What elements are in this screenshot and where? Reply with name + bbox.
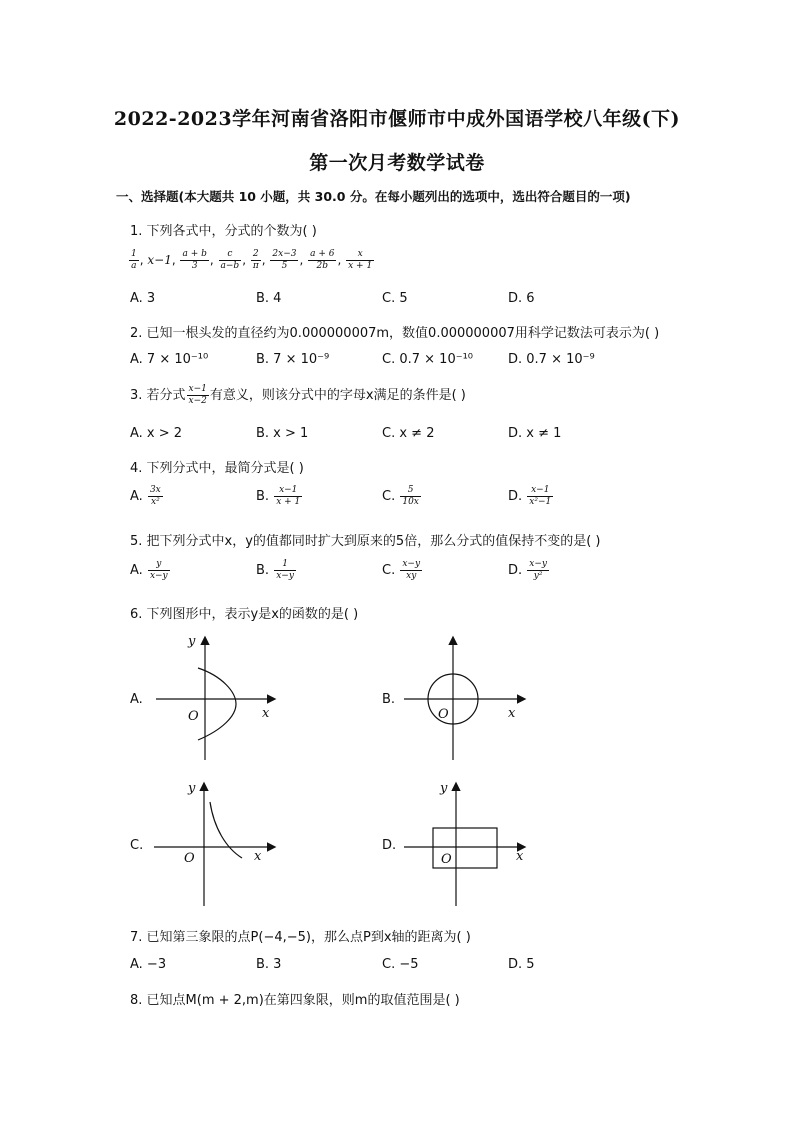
q1-option-b[interactable]: B. 4 — [256, 291, 282, 306]
q5-option-a[interactable]: A. $\frac{y}{x-y}$ — [130, 559, 168, 581]
q2-option-b[interactable]: B. 7 × 10⁻⁹ — [256, 352, 330, 367]
x-label: x — [516, 849, 524, 864]
q5-option-c[interactable]: C. $\frac{x-y}{xy}$ — [382, 559, 421, 581]
q1-option-d[interactable]: D. 6 — [508, 291, 535, 306]
section-heading: 一、选择题(本大题共 10 小题，共 30.0 分。在每小题列出的选项中，选出符合题目的一项) — [116, 189, 631, 204]
q8-stem: 8. 已知点M(m + 2,m)在第四象限，则m的取值范围是( ) — [130, 993, 460, 1008]
x-label: x — [508, 706, 516, 721]
q2-stem: 2. 已知一根头发的直径约为0.000000007m，数值0.000000007用科学记数法可表示为( ) — [130, 326, 660, 341]
title-line-1: 2022-2023学年河南省洛阳市偃师市中成外国语学校八年级(下) — [113, 108, 681, 130]
origin-label: O — [188, 709, 199, 724]
q6-option-d[interactable]: D. — [382, 838, 397, 853]
x-label: x — [254, 849, 262, 864]
q2-option-c[interactable]: C. 0.7 × 10⁻¹⁰ — [382, 352, 473, 367]
y-label: y — [188, 634, 196, 649]
q7-stem: 7. 已知第三象限的点P(−4,−5)，那么点P到x轴的距离为( ) — [130, 930, 471, 945]
q5-option-b[interactable]: B. $\frac{1}{x-y}$ — [256, 559, 294, 581]
q6-graph-a — [150, 632, 280, 762]
q1-expr-6: $\frac{2x-3}{5}$ — [272, 249, 297, 271]
q1-expressions: $\frac{1}{a}$ , x−1, $\frac{a + b}{3}$ , $\frac{c}{a-b}$ , $\frac{2}{\pi}$ , $\frac{2x-3}{5}$ , $\frac{a + 6}{2b}$ , $\frac{x}{x + 1}$ — [131, 249, 373, 271]
q4-stem: 4. 下列分式中，最简分式是( ) — [130, 461, 304, 476]
q4-option-c[interactable]: C. $\frac{5}{10x}$ — [382, 485, 419, 507]
q6-graph-c — [150, 778, 280, 908]
q7-option-b[interactable]: B. 3 — [256, 957, 282, 972]
q6-option-b[interactable]: B. — [382, 692, 396, 707]
hyperbola-branch — [210, 802, 242, 858]
title-line-2: 第一次月考数学试卷 — [309, 152, 485, 174]
origin-label: O — [184, 851, 195, 866]
q1-expr-8: $\frac{x}{x + 1}$ — [348, 249, 373, 271]
q5-option-d[interactable]: D. $\frac{x-y}{\text{y²}}$ — [508, 559, 547, 581]
q1-option-c[interactable]: C. 5 — [382, 291, 408, 306]
q4-option-d[interactable]: D. $\frac{x-1}{\text{x²−1}}$ — [508, 485, 552, 507]
x-label: x — [262, 706, 270, 721]
q1-expr-2: x−1 — [147, 253, 172, 267]
origin-label: O — [441, 852, 452, 867]
origin-label: O — [438, 707, 449, 722]
q1-expr-4: $\frac{c}{a-b}$ — [220, 249, 240, 271]
q4-option-a[interactable]: A. $\frac{3x}{\text{x²}}$ — [130, 485, 161, 507]
q5-stem: 5. 把下列分式中x，y的值都同时扩大到原来的5倍，那么分式的值保持不变的是( ) — [130, 534, 601, 549]
q3-option-b[interactable]: B. x > 1 — [256, 426, 309, 441]
sideways-parabola — [198, 668, 236, 740]
q1-expr-7: $\frac{a + 6}{2b}$ — [310, 249, 335, 271]
y-label: y — [440, 781, 448, 796]
q1-expr-1: $\frac{1}{a}$ — [131, 249, 137, 271]
q1-expr-3: $\frac{a + b}{3}$ — [182, 249, 207, 271]
q1-expr-5: $\frac{2}{\pi}$ — [252, 249, 259, 271]
q3-fraction: $\frac{x-1}{x-2}$ — [188, 384, 207, 406]
q7-option-a[interactable]: A. −3 — [130, 957, 167, 972]
q2-option-a[interactable]: A. 7 × 10⁻¹⁰ — [130, 352, 209, 367]
q6-option-a[interactable]: A. — [130, 692, 143, 707]
q3-option-d[interactable]: D. x ≠ 1 — [508, 426, 562, 441]
q3-option-a[interactable]: A. x > 2 — [130, 426, 183, 441]
q3-option-c[interactable]: C. x ≠ 2 — [382, 426, 435, 441]
q2-option-d[interactable]: D. 0.7 × 10⁻⁹ — [508, 352, 595, 367]
q6-graph-d — [400, 778, 530, 908]
q7-option-c[interactable]: C. −5 — [382, 957, 419, 972]
q6-stem: 6. 下列图形中，表示y是x的函数的是( ) — [130, 607, 359, 622]
q7-option-d[interactable]: D. 5 — [508, 957, 535, 972]
q1-option-a[interactable]: A. 3 — [130, 291, 156, 306]
q4-option-b[interactable]: B. $\frac{x-1}{x + 1}$ — [256, 485, 301, 507]
q6-graph-b — [400, 632, 530, 762]
q1-stem: 1. 下列各式中，分式的个数为( ) — [130, 224, 317, 239]
y-label: y — [188, 781, 196, 796]
q6-option-c[interactable]: C. — [130, 838, 144, 853]
q3-stem: 3. 若分式 $\frac{x-1}{x-2}$ 有意义，则该分式中的字母x满足的条件是( ) — [130, 384, 466, 406]
